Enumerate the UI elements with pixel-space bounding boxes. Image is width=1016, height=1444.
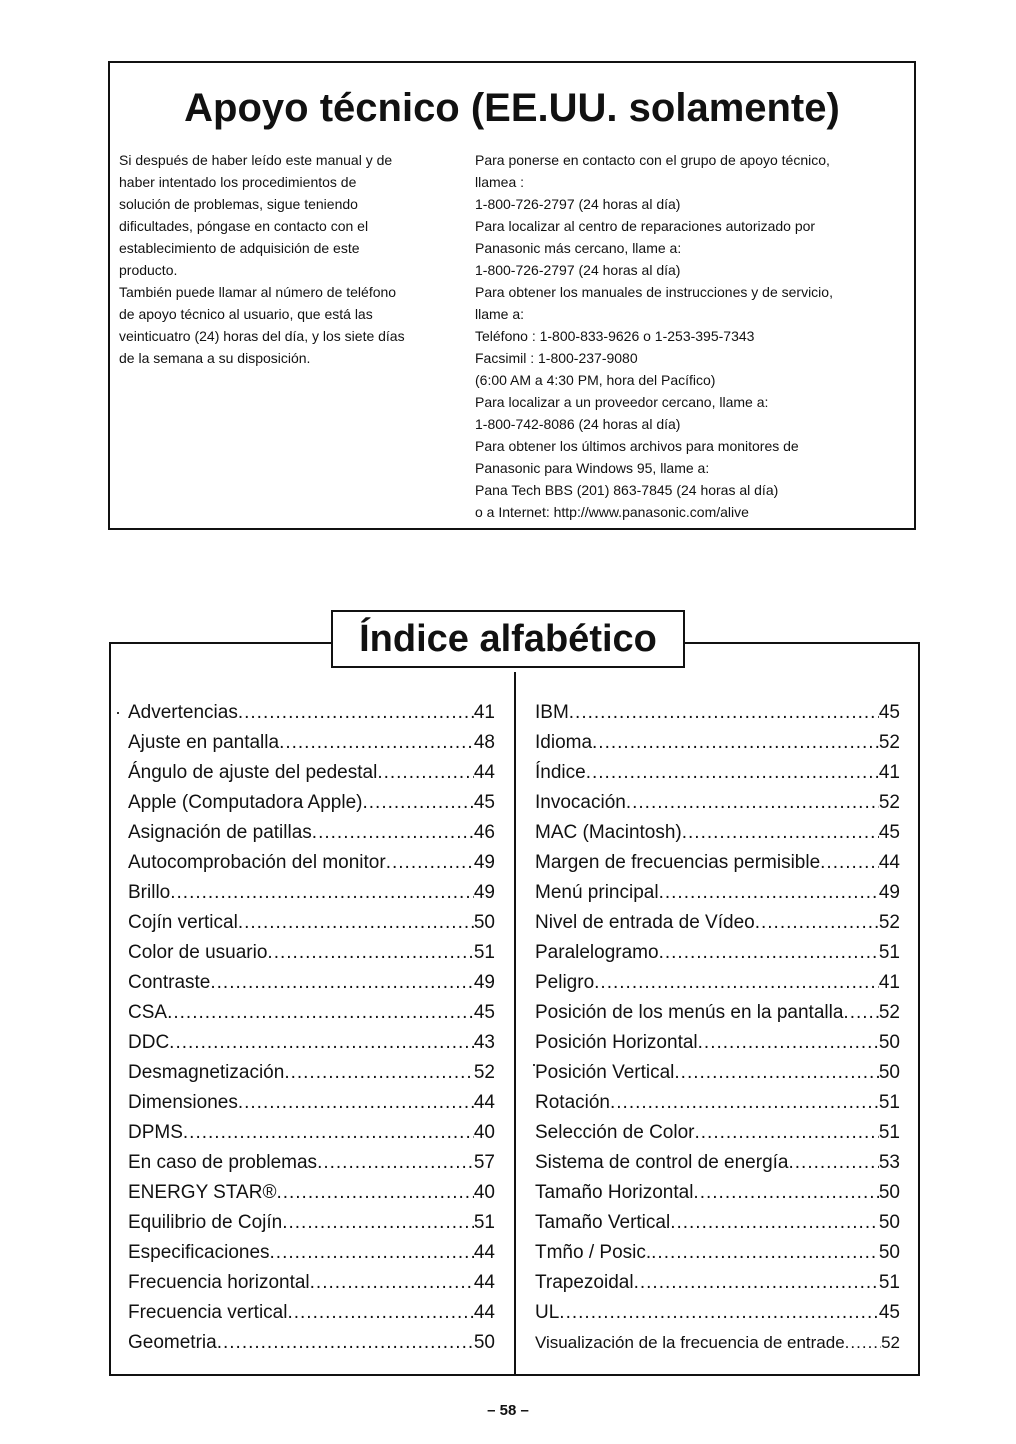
index-entry [128, 1058, 495, 1088]
leader-dots [169, 1028, 474, 1058]
leader-dots [279, 728, 474, 758]
index-entry [128, 1178, 495, 1208]
index-page: 48 [473, 732, 495, 753]
index-term: Trapezoidal [535, 1272, 634, 1293]
index-term: Dimensiones [128, 1092, 238, 1113]
index-entry [128, 1238, 495, 1268]
index-term: Tamaño Horizontal [535, 1182, 694, 1203]
index-entry [535, 1238, 900, 1268]
leader-dots [276, 1178, 473, 1208]
index-entry [535, 788, 900, 818]
support-text-line: producto. [119, 262, 178, 278]
index-page: 51 [878, 942, 900, 963]
index-term: Posición Vertical [535, 1062, 675, 1083]
index-entry [535, 998, 900, 1028]
index-term: CSA [128, 1002, 168, 1023]
index-entry [535, 878, 900, 908]
leader-dots [238, 908, 474, 938]
index-entry [535, 758, 900, 788]
index-term: Frecuencia horizontal [128, 1272, 310, 1293]
index-entry [535, 728, 900, 758]
support-text-line: solución de problemas, sigue teniendo [119, 196, 358, 212]
index-entry [535, 968, 900, 998]
index-page: 50 [878, 1062, 900, 1083]
index-term: Margen de frecuencias permisible [535, 852, 821, 873]
leader-dots [312, 818, 474, 848]
index-entry [535, 1118, 900, 1148]
index-term: Cojín vertical [128, 912, 238, 933]
index-page: 41 [473, 702, 495, 723]
index-entry [128, 1118, 495, 1148]
leader-dots [386, 848, 474, 878]
index-term: Selección de Color [535, 1122, 695, 1143]
leader-dots [670, 1208, 879, 1238]
index-term: Índice [535, 762, 586, 783]
leader-dots [626, 788, 879, 818]
index-page: 51 [473, 1212, 495, 1233]
leader-dots [217, 1328, 474, 1358]
index-term: Nivel de entrada de Vídeo [535, 912, 755, 933]
index-entry [535, 1298, 900, 1328]
index-term: MAC (Macintosh) [535, 822, 682, 843]
index-page: 40 [473, 1182, 495, 1203]
tech-support-left-column [119, 149, 469, 369]
support-phone-line: 1-800-726-2797 (24 horas al día) [475, 262, 681, 278]
index-page: 44 [473, 1272, 495, 1293]
index-term: UL [535, 1302, 560, 1323]
leader-dots [651, 1238, 879, 1268]
index-page: 45 [473, 792, 495, 813]
leader-dots [586, 758, 879, 788]
index-page: 50 [878, 1032, 900, 1053]
index-term: En caso de problemas [128, 1152, 318, 1173]
index-entry [535, 1058, 900, 1088]
index-page: 45 [473, 1002, 495, 1023]
support-text-line: veinticuatro (24) horas del día, y los siete días [119, 328, 405, 344]
index-page: 40 [473, 1122, 495, 1143]
index-page: 44 [473, 1302, 495, 1323]
tech-support-box [108, 61, 916, 530]
support-fax-line: Facsimil : 1-800-237-9080 [475, 350, 638, 366]
index-term: Idioma [535, 732, 593, 753]
index-term: Invocación [535, 792, 626, 813]
support-text-line: Panasonic más cercano, llame a: [475, 240, 682, 256]
index-page: 44 [473, 762, 495, 783]
index-entry [535, 698, 900, 728]
index-page: 41 [878, 972, 900, 993]
index-page: 52 [878, 1002, 900, 1023]
index-page: 51 [473, 942, 495, 963]
index-column-divider [514, 672, 516, 1374]
index-entry [128, 998, 495, 1028]
stray-mark [117, 712, 119, 714]
index-entry [535, 1178, 900, 1208]
leader-dots [287, 1298, 473, 1328]
index-entry [128, 878, 495, 908]
index-page: 49 [473, 882, 495, 903]
index-term: Tamaño Vertical [535, 1212, 671, 1233]
index-page: 50 [473, 912, 495, 933]
index-term: Brillo [128, 882, 171, 903]
index-entry [128, 1148, 495, 1178]
index-term: Desmagnetización [128, 1062, 285, 1083]
index-page: 45 [878, 1302, 900, 1323]
leader-dots [267, 938, 473, 968]
leader-dots [634, 1268, 879, 1298]
index-page: 49 [878, 882, 900, 903]
leader-dots [674, 1058, 878, 1088]
index-term: Contraste [128, 972, 211, 993]
page-number: – 58 – [487, 1402, 529, 1419]
leader-dots [282, 1208, 474, 1238]
index-page: 44 [473, 1092, 495, 1113]
index-entry [535, 938, 900, 968]
index-page: 52 [878, 732, 900, 753]
index-term: DPMS [128, 1122, 183, 1143]
index-page: 49 [473, 972, 495, 993]
index-entry [128, 938, 495, 968]
support-text-line: Para localizar al centro de reparaciones autorizado por [475, 218, 816, 234]
leader-dots [569, 698, 879, 728]
support-text-line: Para localizar a un proveedor cercano, llame a: [475, 394, 769, 410]
index-term: Paralelogramo [535, 942, 659, 963]
index-page: 43 [473, 1032, 495, 1053]
index-page: 50 [878, 1212, 900, 1233]
index-entry [128, 788, 495, 818]
tech-support-right-column [475, 149, 905, 523]
support-bbs-line: Pana Tech BBS (201) 863-7845 (24 horas al día) [475, 482, 779, 498]
support-text-line: establecimiento de adquisición de este [119, 240, 360, 256]
support-phone-line: Teléfono : 1-800-833-9626 o 1-253-395-7343 [475, 328, 755, 344]
index-page: 45 [878, 822, 900, 843]
index-term: Geometria [128, 1332, 217, 1353]
support-text-line: Panasonic para Windows 95, llame a: [475, 460, 710, 476]
support-text-line: llamea : [475, 174, 525, 190]
index-page: 44 [473, 1242, 495, 1263]
index-term: Advertencias [128, 702, 238, 723]
index-term: Ángulo de ajuste del pedestal [128, 762, 378, 783]
support-text-line: de la semana a su disposición. [119, 350, 311, 366]
leader-dots [594, 968, 879, 998]
leader-dots [210, 968, 473, 998]
leader-dots [310, 1268, 474, 1298]
index-term: DDC [128, 1032, 170, 1053]
index-entry [535, 848, 900, 878]
index-term: Apple (Computadora Apple) [128, 792, 363, 813]
leader-dots [238, 1088, 474, 1118]
index-term: Especificaciones [128, 1242, 270, 1263]
index-entry [128, 848, 495, 878]
index-term: IBM [535, 702, 569, 723]
index-page: 41 [878, 762, 900, 783]
index-term: ENERGY STAR® [128, 1182, 277, 1203]
support-text-line: También puede llamar al número de teléfono [119, 284, 397, 300]
index-entry [128, 758, 495, 788]
leader-dots [659, 938, 879, 968]
index-entry [128, 1088, 495, 1118]
leader-dots [183, 1118, 474, 1148]
leader-dots [559, 1298, 879, 1328]
index-term: Sistema de control de energía [535, 1152, 789, 1173]
index-entry [128, 1328, 495, 1358]
index-entry [128, 1028, 495, 1058]
tech-support-title: Apoyo técnico (EE.UU. solamente) [184, 86, 840, 130]
support-text-line: Para ponerse en contacto con el grupo de apoyo técnico, [475, 152, 830, 168]
index-page: 53 [878, 1152, 900, 1173]
index-entry [535, 818, 900, 848]
index-page: 44 [878, 852, 900, 873]
leader-dots [694, 1118, 878, 1148]
index-page: 51 [878, 1092, 900, 1113]
index-page: 51 [878, 1122, 900, 1143]
leader-dots [284, 1058, 474, 1088]
index-term: Autocomprobación del monitor [128, 852, 386, 873]
support-text-line: Si después de haber leído este manual y de [119, 152, 393, 168]
index-term: Rotación [535, 1092, 610, 1113]
index-page: 52 [473, 1062, 495, 1083]
support-internet-line: o a Internet: http://www.panasonic.com/alive [475, 504, 749, 520]
leader-dots [789, 1148, 879, 1178]
leader-dots [362, 788, 473, 818]
index-page: 52 [881, 1333, 900, 1352]
index-left-column [128, 698, 495, 1358]
index-term: Frecuencia vertical [128, 1302, 288, 1323]
support-text-line: haber intentado los procedimientos de [119, 174, 357, 190]
index-entry [128, 1268, 495, 1298]
support-text-line: Para obtener los manuales de instrucciones y de servicio, [475, 284, 833, 300]
index-page: 46 [473, 822, 495, 843]
leader-dots [592, 728, 879, 758]
index-entry [128, 908, 495, 938]
leader-dots [845, 1328, 881, 1358]
index-term: Tmño / Posic. [535, 1242, 652, 1263]
support-phone-line: 1-800-742-8086 (24 horas al día) [475, 416, 681, 432]
leader-dots [377, 758, 474, 788]
leader-dots [682, 818, 879, 848]
index-entry [535, 1208, 900, 1238]
index-page: 50 [878, 1182, 900, 1203]
index-entry [535, 1268, 900, 1298]
index-term: Menú principal [535, 882, 659, 903]
index-page: 45 [878, 702, 900, 723]
index-entry [128, 968, 495, 998]
leader-dots [270, 1238, 474, 1268]
leader-dots [167, 998, 474, 1028]
leader-dots [238, 698, 474, 728]
support-text-line: llame a: [475, 306, 525, 322]
support-text-line: dificultades, póngase en contacto con el [119, 218, 369, 234]
leader-dots [755, 908, 879, 938]
index-right-column [535, 698, 900, 1358]
leader-dots [170, 878, 474, 908]
leader-dots [610, 1088, 879, 1118]
index-title-frame [331, 610, 685, 668]
support-text-line: de apoyo técnico al usuario, que está las [119, 306, 373, 322]
index-entry [128, 1298, 495, 1328]
leader-dots [693, 1178, 878, 1208]
index-term: Posición Horizontal [535, 1032, 698, 1053]
index-entry [128, 1208, 495, 1238]
leader-dots [659, 878, 879, 908]
index-term: Posición de los menús en la pantalla [535, 1002, 844, 1023]
index-entry [535, 908, 900, 938]
index-page: 50 [473, 1332, 495, 1353]
index-entry [128, 728, 495, 758]
support-hours-line: (6:00 AM a 4:30 PM, hora del Pacífico) [475, 372, 716, 388]
index-entry [535, 1088, 900, 1118]
index-page: 51 [878, 1272, 900, 1293]
index-term: Peligro [535, 972, 595, 993]
index-page: 57 [473, 1152, 495, 1173]
index-entry [535, 1028, 900, 1058]
index-page: 49 [473, 852, 495, 873]
index-entry [128, 698, 495, 728]
index-entry [535, 1328, 900, 1358]
support-text-line: Para obtener los últimos archivos para monitores de [475, 438, 799, 454]
index-term: Ajuste en pantalla [128, 732, 280, 753]
leader-dots [820, 848, 879, 878]
index-page: 52 [878, 792, 900, 813]
leader-dots [843, 998, 878, 1028]
index-entry [128, 818, 495, 848]
leader-dots [317, 1148, 474, 1178]
index-page: 52 [878, 912, 900, 933]
index-term: Color de usuario [128, 942, 268, 963]
index-page: 50 [878, 1242, 900, 1263]
index-entry [535, 1148, 900, 1178]
index-title: Índice alfabético [359, 618, 657, 660]
support-phone-line: 1-800-726-2797 (24 horas al día) [475, 196, 681, 212]
index-term: Equilibrio de Cojín [128, 1212, 283, 1233]
index-term: Asignación de patillas [128, 822, 312, 843]
index-term: Visualización de la frecuencia de entrade [535, 1333, 845, 1352]
leader-dots [698, 1028, 879, 1058]
